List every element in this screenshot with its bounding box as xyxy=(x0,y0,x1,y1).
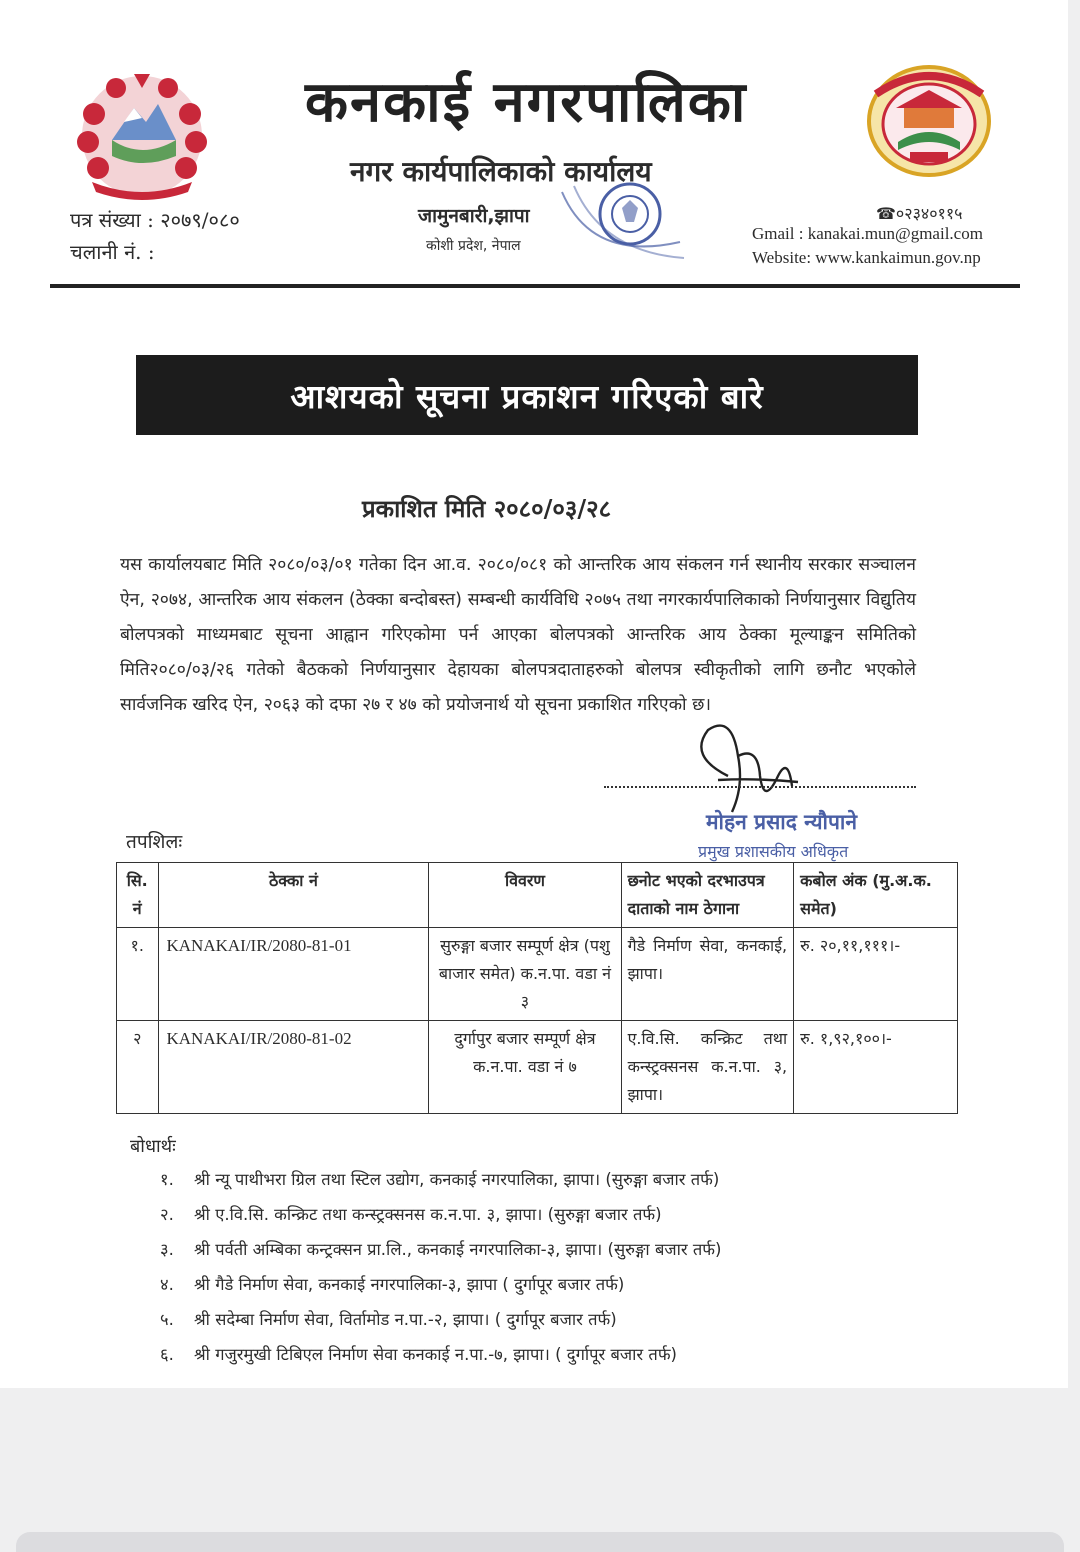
notice-heading: आशयको सूचना प्रकाशन गरिएको बारे xyxy=(136,355,918,435)
office-stamp xyxy=(552,172,690,290)
email-address: Gmail : kanakai.mun@gmail.com xyxy=(752,224,983,243)
list-item-text: श्री गैडे निर्माण सेवा, कनकाई नगरपालिका-३, झापा ( दुर्गापूर बजार तर्फ) xyxy=(194,1275,625,1294)
table-row xyxy=(117,928,958,1021)
notice-body: यस कार्यालयबाट मिति २०८०/०३/०१ गतेका दिन आ.व. २०८०/०८१ को आन्तरिक आय संकलन गर्न स्थानीय सरकार सञ्चालन ऐन, २०७४, आन्तरिक आय संकलन (ठेक्का बन्दोबस्त) सम्बन्धी कार्यविधि २०७५ तथा नगरकार्यपालिकाको निर्णयानुसार विद्युतिय बोलपत्रको माध्यमबाट सूचना आह्वान गरिएकोमा पर्न आएका बोलपत्रको आन्तरिक आय ठेक्का मूल्याङ्कन समितिको मिति२०८०/०३/२६ गतेको बैठकको निर्णयानुसार देहायका बोलपत्रदाताहरुको बोलपत्र स्वीकृतीको लागि छनौट भएकोले सार्वजनिक खरिद ऐन, २०६३ को दफा २७ र ४७ को प्रयोजनार्थ यो सूचना प्रकाशित गरिएको छ। xyxy=(120,555,916,715)
signature-line xyxy=(604,786,916,788)
cell-bidder: गैडे निर्माण सेवा, कनकाई, झापा। xyxy=(621,928,794,1021)
office-address: जामुनबारी,झापा xyxy=(418,205,530,227)
cc-label: बोधार्थः xyxy=(130,1136,176,1157)
phone-number: ☎०२३४०११५ xyxy=(876,204,963,223)
header-contract: ठेक्का नं xyxy=(158,863,429,928)
office-province: कोशी प्रदेश, नेपाल xyxy=(426,238,521,254)
list-item-text: श्री पर्वती अम्बिका कन्ट्रक्सन प्रा.लि., कनकाई नगरपालिका-३, झापा। (सुरुङ्गा बजार तर्फ) xyxy=(194,1240,722,1259)
cc-list xyxy=(160,1162,721,1372)
cell-amount: रु. १,९२,१००।- xyxy=(794,1021,958,1114)
cell-contract-number: KANAKAI/IR/2080-81-02 xyxy=(158,1021,429,1114)
header-divider xyxy=(50,284,1020,288)
list-item xyxy=(160,1232,721,1267)
cell-description: दुर्गापुर बजार सम्पूर्ण क्षेत्र क.न.पा. वडा नं ७ xyxy=(429,1021,621,1114)
list-item xyxy=(160,1337,721,1372)
signatory-title: प्रमुख प्रशासकीय अधिकृत xyxy=(698,842,849,861)
table-row xyxy=(117,1021,958,1114)
cell-serial: १. xyxy=(117,928,159,1021)
signatory-name: मोहन प्रसाद न्यौपाने xyxy=(706,810,857,834)
reference-number: पत्र संख्या : २०७९/०८० xyxy=(70,208,240,232)
list-item xyxy=(160,1162,721,1197)
header-serial: सि. नं xyxy=(117,863,159,928)
cell-serial: २ xyxy=(117,1021,159,1114)
list-item-text: श्री न्यू पाथीभरा ग्रिल तथा स्टिल उद्योग, कनकाई नगरपालिका, झापा। (सुरुङ्गा बजार तर्फ) xyxy=(194,1170,720,1189)
table-header-row xyxy=(117,863,958,928)
dispatch-number: चलानी नं. : xyxy=(70,240,155,264)
list-item-number: १. xyxy=(160,1170,174,1189)
header-bidder: छनोट भएको दरभाउपत्र दाताको नाम ठेगाना xyxy=(621,863,794,928)
municipality-logo xyxy=(866,64,992,178)
nepal-emblem-logo xyxy=(72,70,212,202)
list-item xyxy=(160,1302,721,1337)
list-item xyxy=(160,1267,721,1302)
list-item-number: ३. xyxy=(160,1240,174,1259)
list-item-text: श्री गजुरमुखी टिबिएल निर्माण सेवा कनकाई न.पा.-७, झापा। ( दुर्गापूर बजार तर्फ) xyxy=(194,1345,677,1364)
list-item-number: ६. xyxy=(160,1345,174,1364)
list-item xyxy=(160,1197,721,1232)
list-item-text: श्री सदेम्बा निर्माण सेवा, विर्तामोड न.पा.-२, झापा। ( दुर्गापूर बजार तर्फ) xyxy=(194,1310,617,1329)
list-item-number: २. xyxy=(160,1205,174,1224)
cell-contract-number: KANAKAI/IR/2080-81-01 xyxy=(158,928,429,1021)
municipality-title: कनकाई नगरपालिका xyxy=(305,69,748,135)
list-item-number: ४. xyxy=(160,1275,174,1294)
selected-bidders-table xyxy=(116,862,958,1114)
bottom-sheet-edge xyxy=(16,1532,1064,1552)
cell-bidder: ए.वि.सि. कन्क्रिट तथा कन्स्ट्रक्सनस क.न.पा. ३, झापा। xyxy=(621,1021,794,1114)
header-amount: कबोल अंक (मु.अ.क. समेत) xyxy=(794,863,958,928)
office-subtitle: नगर कार्यपालिकाको कार्यालय xyxy=(350,155,652,188)
list-item-number: ५. xyxy=(160,1310,174,1329)
list-item-text: श्री ए.वि.सि. कन्क्रिट तथा कन्स्ट्रक्सनस क.न.पा. ३, झापा। (सुरुङ्गा बजार तर्फ) xyxy=(194,1205,662,1224)
cell-amount: रु. २०,११,१११।- xyxy=(794,928,958,1021)
header-description: विवरण xyxy=(429,863,621,928)
schedule-label: तपशिलः xyxy=(126,831,183,853)
cell-description: सुरुङ्गा बजार सम्पूर्ण क्षेत्र (पशु बाजार समेत) क.न.पा. वडा नं ३ xyxy=(429,928,621,1021)
website-address: Website: www.kankaimun.gov.np xyxy=(752,248,981,267)
published-date: प्रकाशित मिति २०८०/०३/२८ xyxy=(362,494,612,523)
